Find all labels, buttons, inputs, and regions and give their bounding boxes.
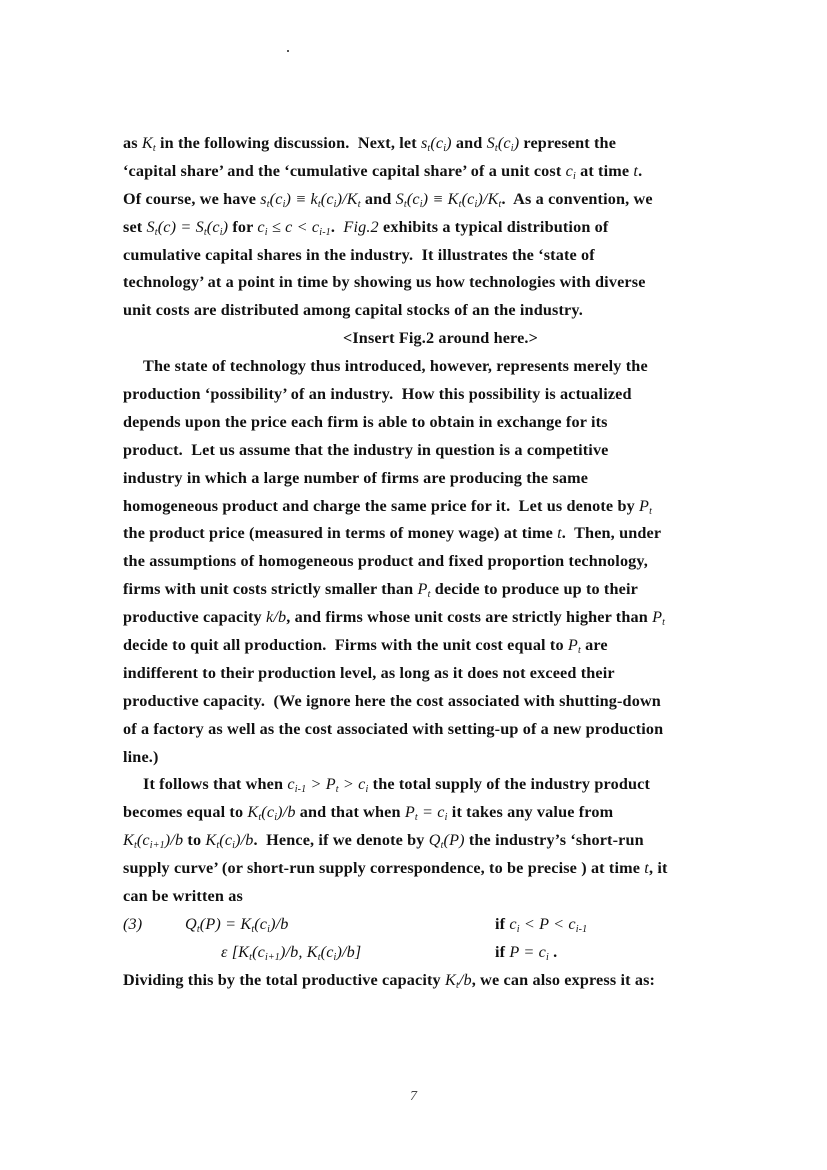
text-line: can be written as	[123, 887, 243, 906]
equation-lhs: ε [$K_t(c_{i+1})/b$, $K_t(c_i)/b$]	[221, 942, 362, 963]
text-line: firms with unit costs strictly smaller than $P_t$ decide to produce up to their	[123, 580, 638, 601]
body-text	[123, 130, 758, 995]
text-line: productive capacity k/b, and firms whose unit costs are strictly higher than $P_t$	[123, 608, 666, 629]
equation-condition: if $c_i < P < c_{i-1}$	[495, 914, 588, 935]
text-line: unit costs are distributed among capital stocks of an the industry.	[123, 301, 583, 320]
equation-lhs: $Q_t(P) = K_t(c_i)/b$	[185, 914, 289, 935]
equation-condition: if $P = c_i$ .	[495, 942, 558, 963]
text-line: indifferent to their production level, as long as it does not exceed their	[123, 663, 615, 682]
text-line: The state of technology thus introduced, however, represents merely the	[143, 357, 648, 376]
text-line: the product price (measured in terms of money wage) at time t. Then, under	[123, 524, 662, 543]
text-line: production ‘possibility’ of an industry. How this possibility is actualized	[123, 385, 632, 404]
text-line: It follows that when $c_{i-1} > P_t > c_i$ the total supply of the industry product	[143, 775, 650, 796]
text-line: Of course, we have $s_t(c_i) \equiv k_t(c_i)/K_t$ and $S_t(c_i) \equiv K_t(c_i)/K_t$. As a convention, we	[123, 189, 653, 210]
text-line: productive capacity. (We ignore here the cost associated with shutting-down	[123, 691, 661, 710]
equation-number: (3)	[123, 914, 143, 933]
text-line: as $K_t$ in the following discussion. Next, let $s_t(c_i)$ and $S_t(c_i)$ represent the	[123, 134, 617, 154]
text-line: set $S_t(c) = S_t(c_i)$ for $c_i \le c < c_{i-1}$. Fig.2 exhibits a typical distribution of	[123, 217, 609, 238]
text-line: industry in which a large number of firms are producing the same	[123, 468, 589, 487]
text-line: of a factory as well as the cost associated with setting-up of a new production	[123, 719, 664, 738]
text-line: Dividing this by the total productive capacity $K_t/b$, we can also express it as:	[123, 970, 656, 991]
text-line: decide to quit all production. Firms with the unit cost equal to $P_t$ are	[123, 636, 608, 657]
text-line: the assumptions of homogeneous product and fixed proportion technology,	[123, 552, 648, 571]
scan-speck	[287, 50, 289, 52]
text-line: product. Let us assume that the industry in question is a competitive	[123, 440, 609, 459]
page-number: 7	[410, 1089, 417, 1104]
text-line: $K_t(c_{i+1})/b$ to $K_t(c_i)/b$. Hence, if we denote by $Q_t(P)$ the industry’s ‘short-run	[123, 831, 644, 852]
equation-row-1	[123, 911, 758, 939]
figure-insert-note: <Insert Fig.2 around here.>	[342, 329, 539, 348]
text-line: depends upon the price each firm is able to obtain in exchange for its	[123, 412, 608, 431]
text-line: technology’ at a point in time by showing us how technologies with diverse	[123, 273, 646, 292]
text-line: becomes equal to $K_t(c_i)/b$ and that when $P_t = c_i$ it takes any value from	[123, 803, 614, 824]
text-line: cumulative capital shares in the industry. It illustrates the ‘state of	[123, 245, 595, 264]
text-line: line.)	[123, 747, 159, 766]
text-line: supply curve’ (or short-run supply correspondence, to be precise ) at time t, it	[123, 859, 668, 878]
text-line: ‘capital share’ and the ‘cumulative capital share’ of a unit cost $c_i$ at time t.	[123, 161, 643, 182]
text-line: homogeneous product and charge the same price for it. Let us denote by $P_t$	[123, 496, 653, 517]
equation-row-2	[123, 939, 758, 967]
